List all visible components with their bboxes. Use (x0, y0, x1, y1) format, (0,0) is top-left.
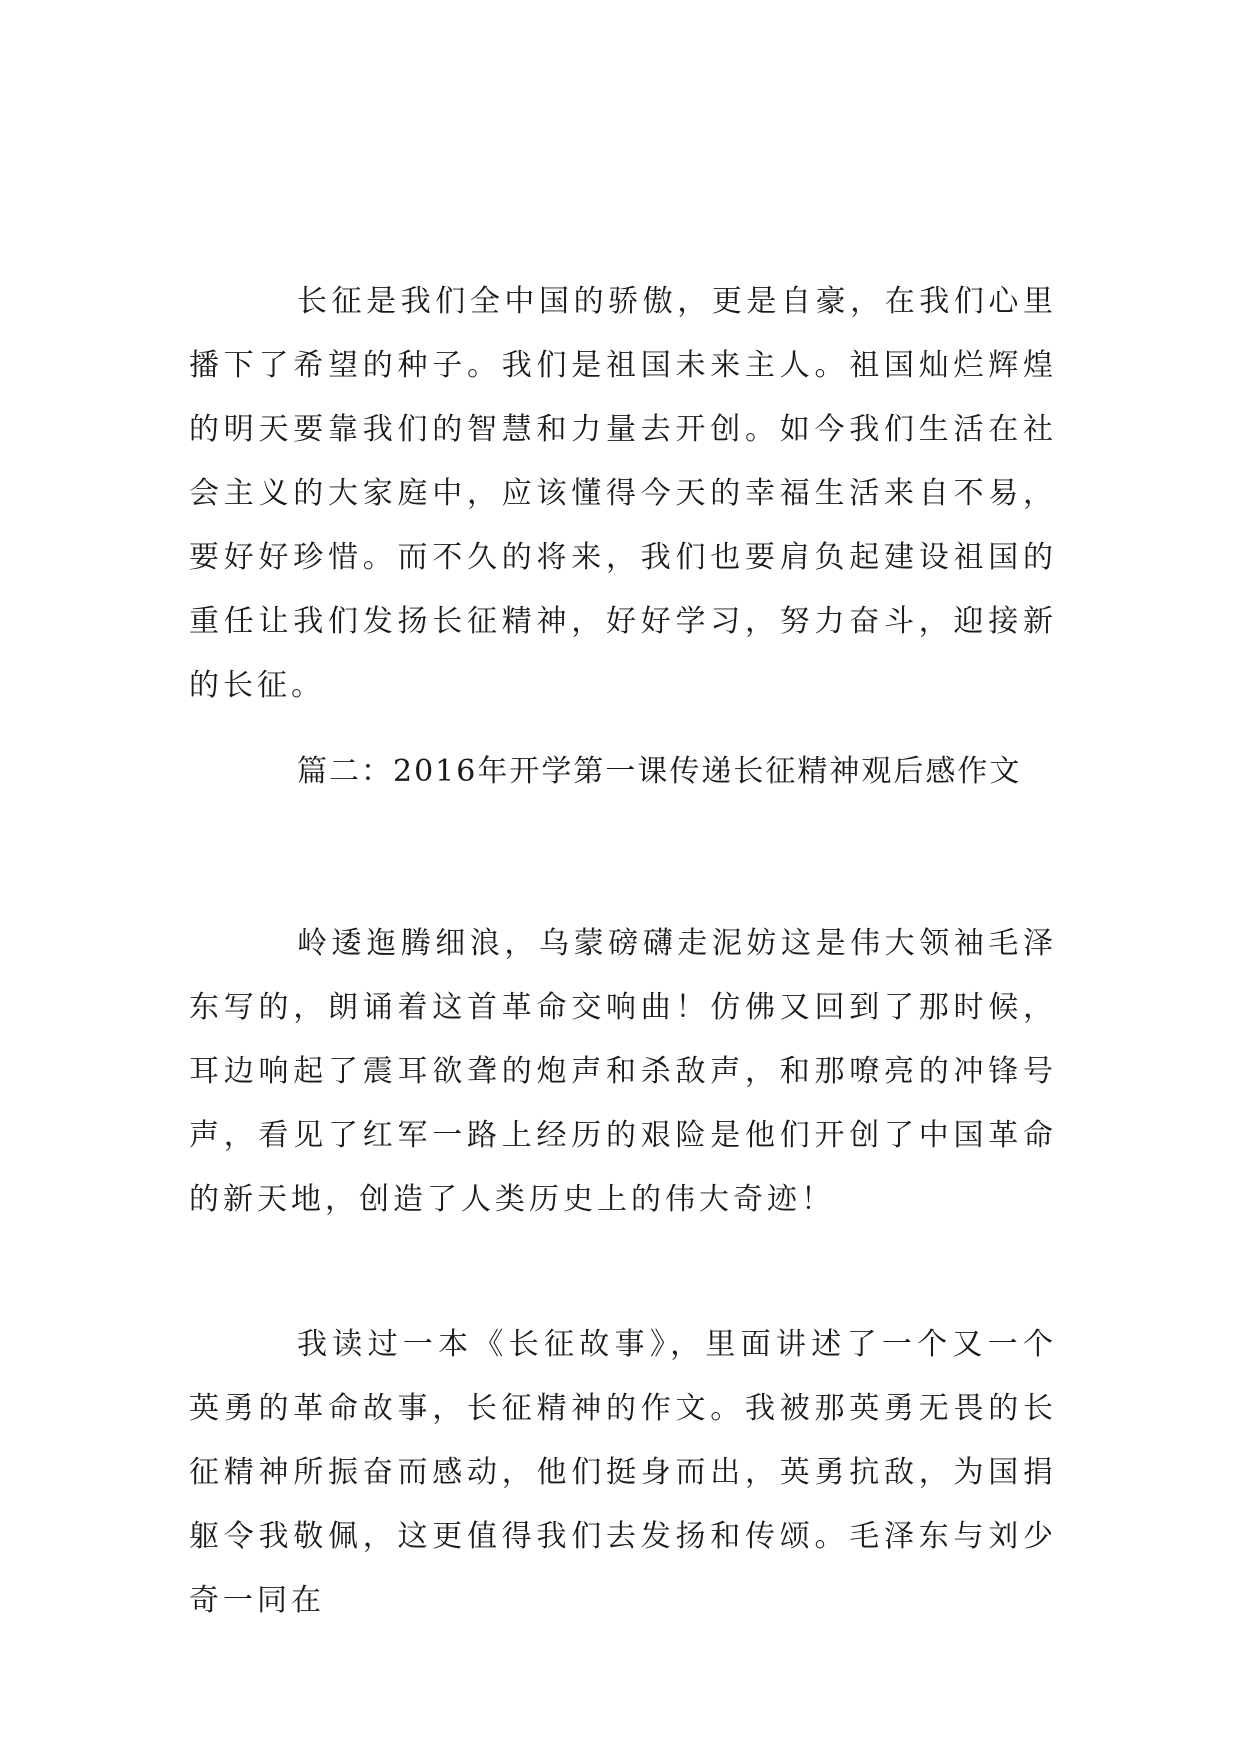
paragraph-intro: 长征是我们全中国的骄傲，更是自豪，在我们心里播下了希望的种子。我们是祖国未来主人。祖国灿烂辉煌的明天要靠我们的智慧和力量去开创。如今我们生活在社会主义的大家庭中，应该懂得今天的幸福生活来自不易，要好好珍惜。而不久的将来，我们也要肩负起建设祖国的重任让我们发扬长征精神，好好学习，努力奋斗，迎接新的长征。 (189, 284, 1057, 703)
paragraph-book: 我读过一本《长征故事》，里面讲述了一个又一个英勇的革命故事，长征精神的作文。我被那英勇无畏的长征精神所振奋而感动，他们挺身而出，英勇抗敌，为国捐躯令我敬佩，这更值得我们去发扬和传颂。毛泽东与刘少奇一同在 (189, 1327, 1057, 1618)
paragraph-poem: 岭逶迤腾细浪，乌蒙磅礴走泥妨这是伟大领袖毛泽东写的，朗诵着这首革命交响曲！仿佛又回到了那时候，耳边响起了震耳欲聋的炮声和杀敌声，和那嘹亮的冲锋号声，看见了红军一路上经历的艰险是他们开创了中国革命的新天地，创造了人类历史上的伟大奇迹！ (189, 926, 1057, 1217)
section-heading: 篇二：2016年开学第一课传递长征精神观后感作文 (297, 754, 1022, 789)
